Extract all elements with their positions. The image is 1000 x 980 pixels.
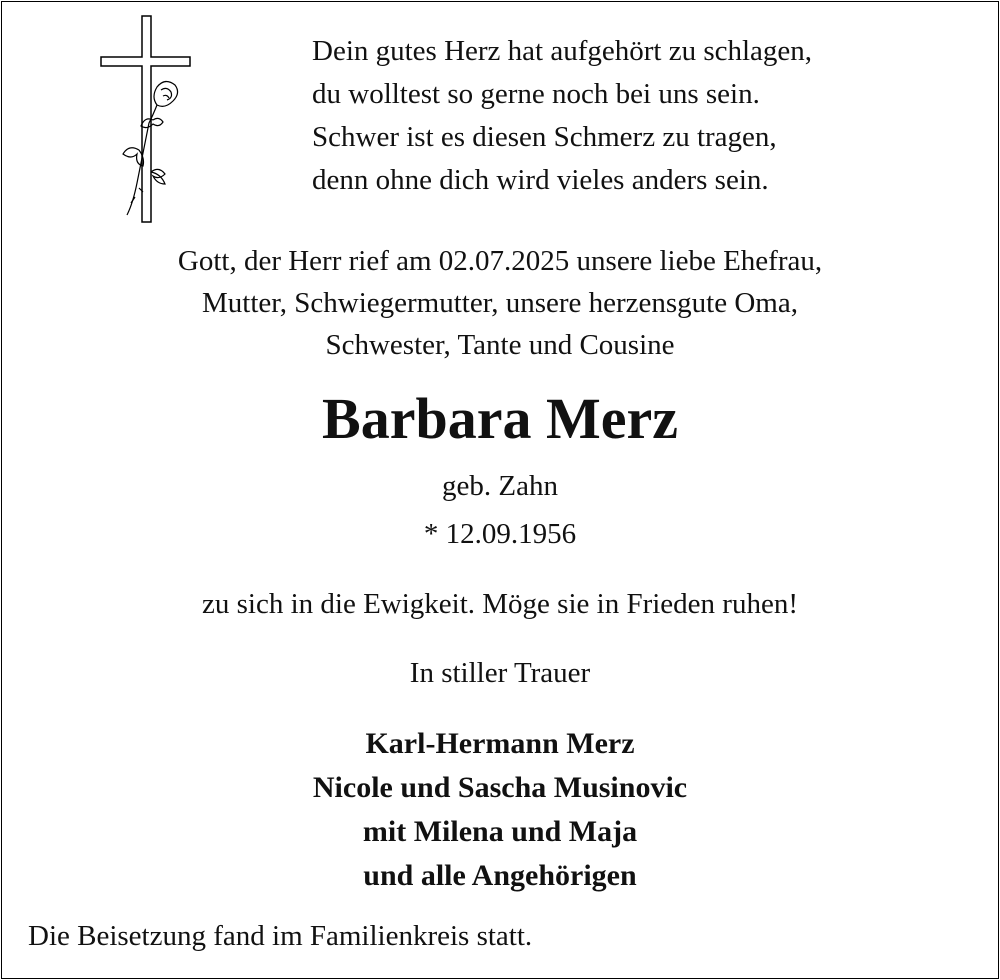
cross-with-rose-icon — [95, 12, 195, 227]
deceased-name: Barbara Merz — [322, 386, 678, 451]
family-member: Karl-Hermann Merz — [365, 727, 635, 760]
maiden-name: geb. Zahn — [442, 470, 558, 502]
family-member: Nicole und Sascha Musinovic — [312, 771, 688, 804]
mourning-label: In stiller Trauer — [409, 657, 591, 689]
intro-line: Gott, der Herr rief am 02.07.2025 unsere liebe Ehefrau, — [177, 245, 823, 277]
poem-line: denn ohne dich wird vieles anders sein. — [312, 164, 769, 196]
poem-line: du wolltest so gerne noch bei uns sein. — [312, 78, 760, 110]
eternity-line: zu sich in die Ewigkeit. Möge sie in Frieden ruhen! — [202, 588, 798, 620]
intro-line: Schwester, Tante und Cousine — [325, 329, 675, 361]
intro-line: Mutter, Schwiegermutter, unsere herzensgute Oma, — [201, 287, 798, 319]
intro-text — [0, 240, 1000, 366]
poem-line: Schwer ist es diesen Schmerz zu tragen, — [312, 121, 777, 153]
family-list — [0, 722, 1000, 898]
family-member: mit Milena und Maja — [362, 815, 638, 848]
family-member: und alle Angehörigen — [363, 859, 637, 892]
funeral-note: Die Beisetzung fand im Familienkreis statt. — [28, 920, 533, 952]
poem-line: Dein gutes Herz hat aufgehört zu schlagen, — [312, 35, 813, 67]
poem — [312, 30, 812, 202]
birth-date: * 12.09.1956 — [423, 518, 577, 550]
